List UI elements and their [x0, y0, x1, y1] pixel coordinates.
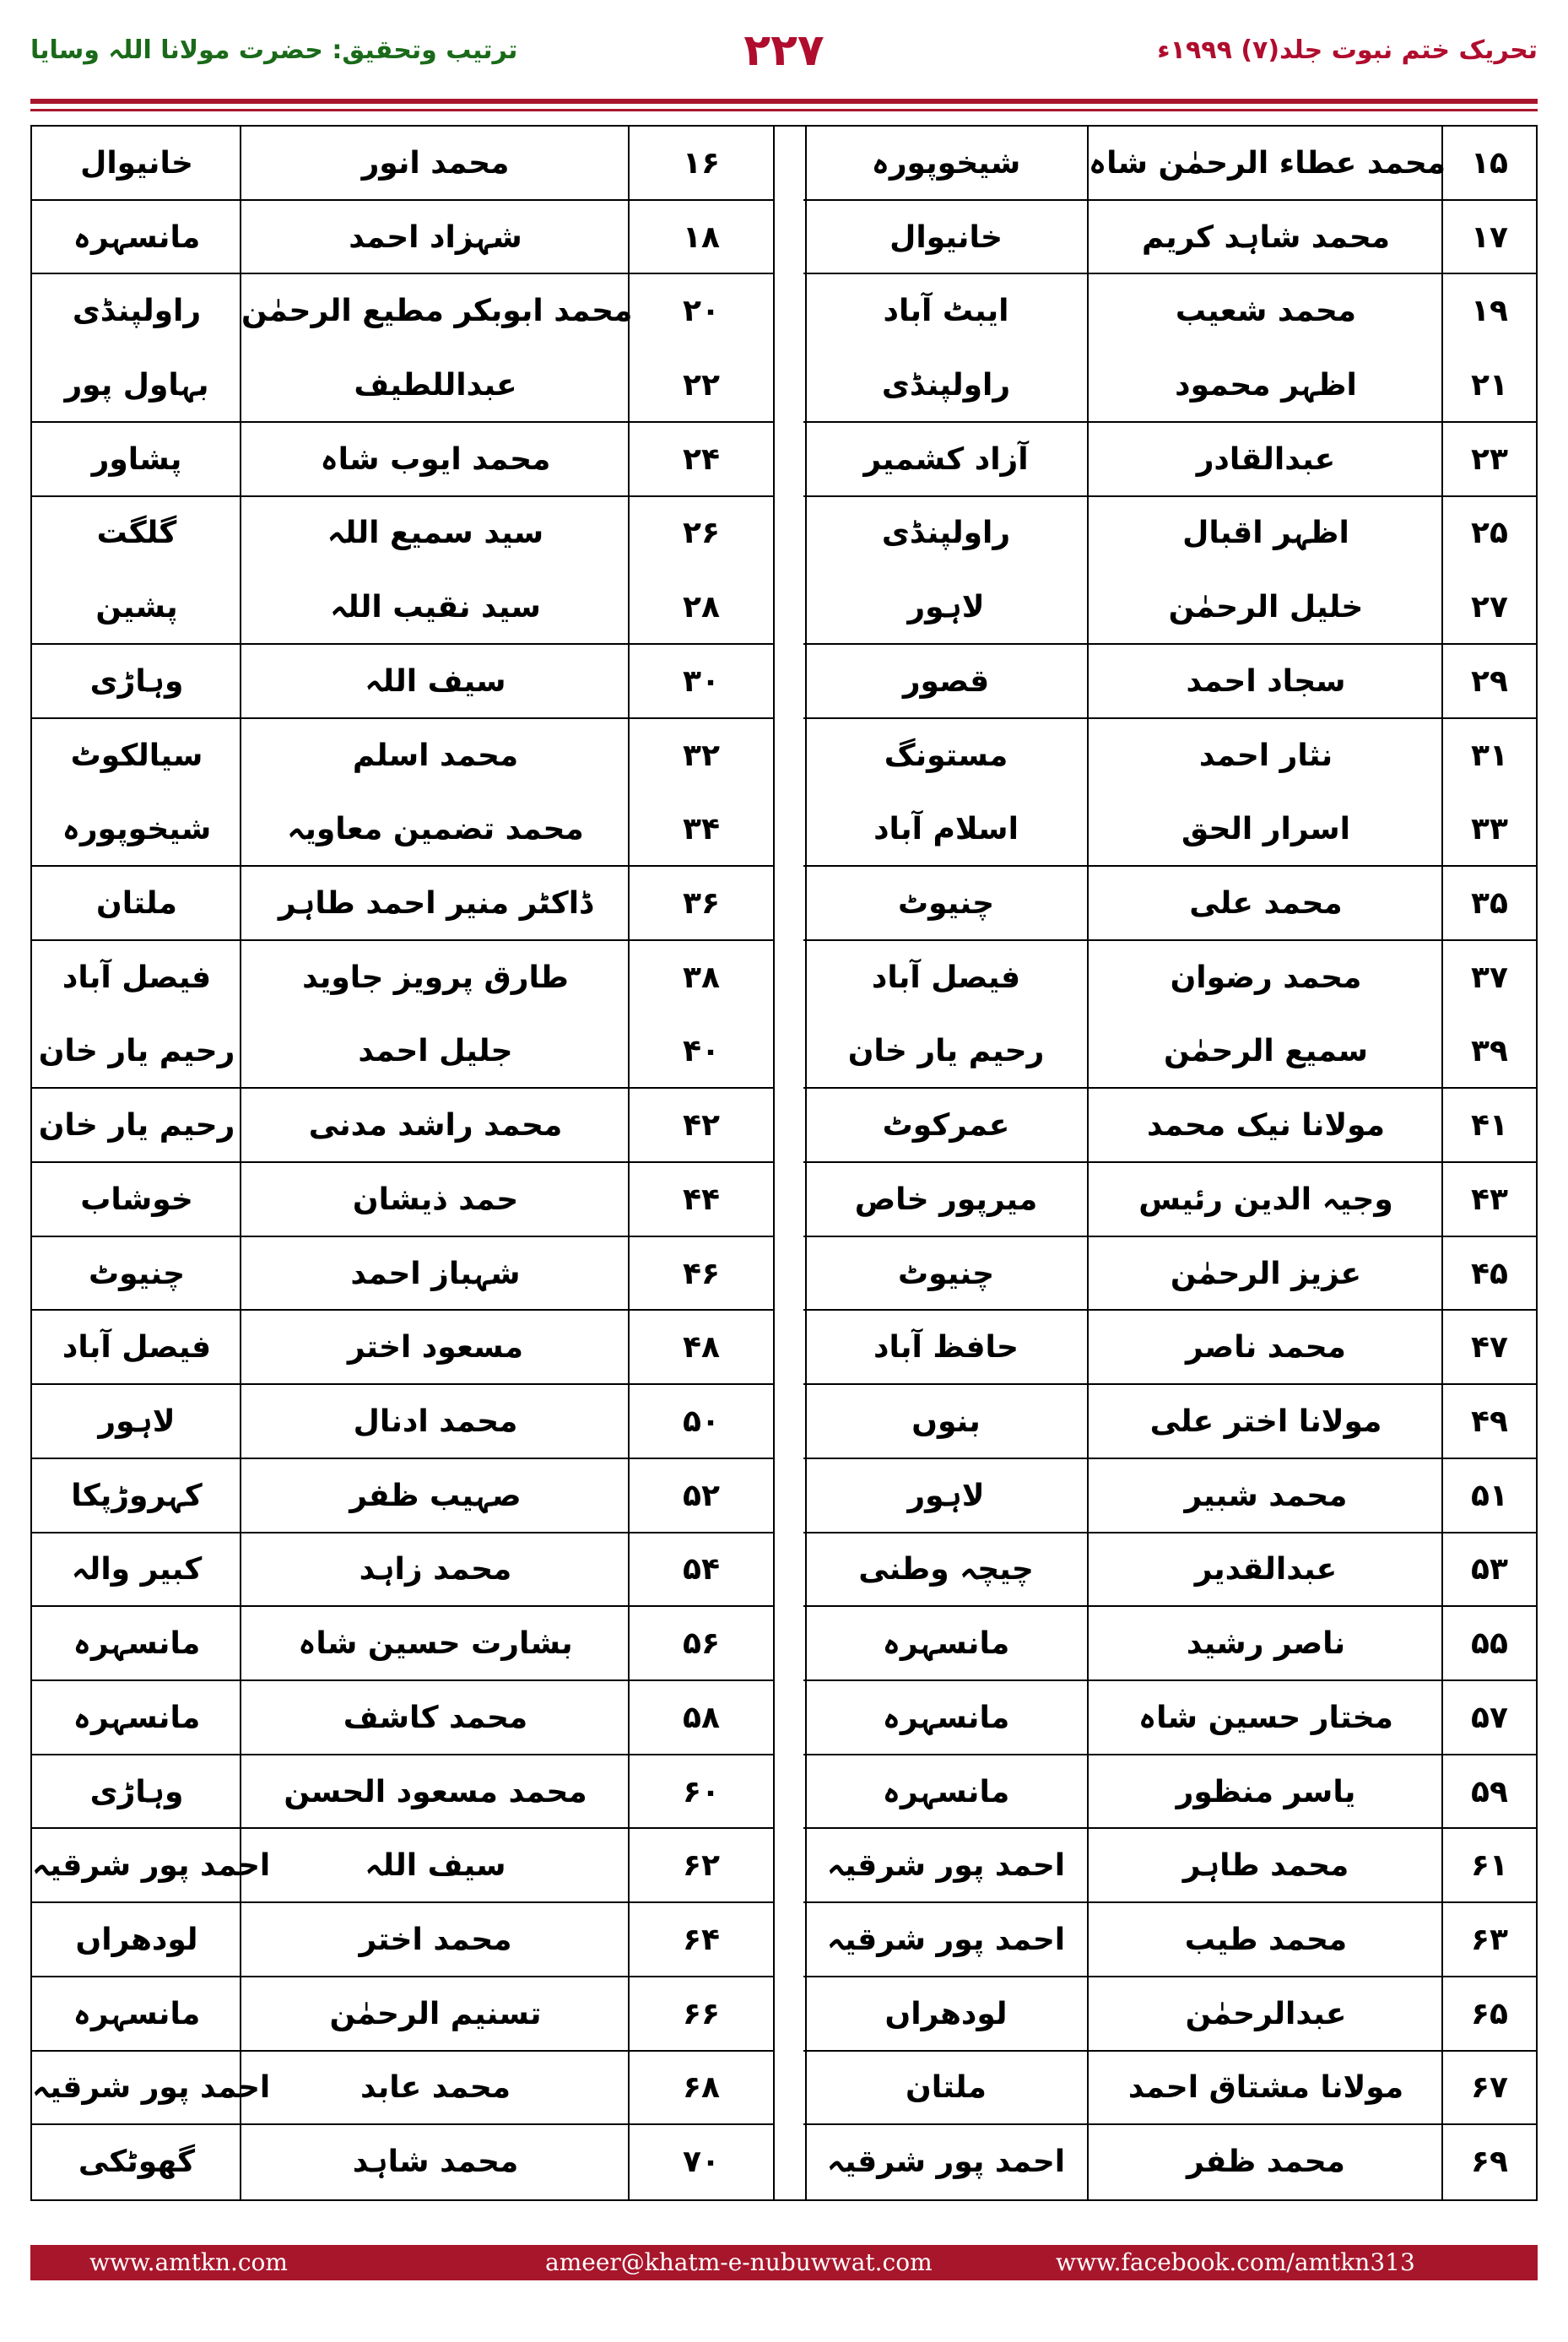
- cell-city: سیالکوٹ: [70, 738, 203, 773]
- table-row: [32, 202, 773, 274]
- table-row-group: [32, 423, 773, 497]
- cell-city: خانیوال: [80, 145, 193, 181]
- table-row: [32, 275, 773, 348]
- table-row: [32, 1533, 773, 1606]
- cell-num: ۳۰: [683, 663, 720, 699]
- cell-name: شہباز احمد: [350, 1256, 521, 1291]
- cell-name: مسعود اختر: [347, 1330, 524, 1366]
- table-row: [803, 793, 1536, 866]
- cell-num: ۲۷: [1471, 590, 1508, 625]
- cell-name: مختار حسین شاہ: [1138, 1700, 1393, 1735]
- cell-city: کہروڑپکا: [71, 1478, 203, 1513]
- table-row: [803, 1608, 1536, 1680]
- cell-name: محمد انور: [361, 145, 510, 181]
- cell-name: محمد کاشف: [343, 1700, 528, 1735]
- cell-num: ۲۹: [1471, 663, 1508, 699]
- cell-num: ۴۳: [1471, 1182, 1508, 1217]
- cell-num: ۵۲: [683, 1478, 720, 1513]
- cell-city: گھوٹکی: [78, 2145, 196, 2180]
- table-row: [803, 275, 1536, 348]
- table-row-group: [803, 1533, 1536, 1608]
- table-row: [803, 942, 1536, 1014]
- table-row-group: [803, 1163, 1536, 1237]
- cell-num: ۳۷: [1471, 960, 1508, 995]
- table-row-group: [32, 1163, 773, 1237]
- table-row: [32, 1904, 773, 1977]
- book-title: تحریک ختم نبوت جلد(۷) ۱۹۹۹ء: [1157, 35, 1538, 65]
- cell-city: احمد پور شرقیہ: [32, 2070, 271, 2106]
- cell-num: ۲۸: [683, 590, 720, 625]
- cell-num: ۳۵: [1471, 885, 1508, 921]
- table-row-group: [32, 719, 773, 867]
- table-row: [32, 127, 773, 200]
- table-row: [32, 349, 773, 422]
- cell-city: رحیم یار خان: [38, 1108, 235, 1144]
- cell-name: سیف اللہ: [365, 1848, 506, 1884]
- table-row-group: [32, 867, 773, 941]
- cell-city: رحیم یار خان: [847, 1034, 1045, 1069]
- page-footer: [30, 2245, 1538, 2280]
- cell-num: ۵۴: [683, 1552, 720, 1587]
- cell-name: محمد شاہد: [352, 2145, 519, 2180]
- cell-name: ڈاکٹر منیر احمد طاہر: [278, 885, 593, 921]
- cell-city: آزاد کشمیر: [863, 441, 1029, 477]
- cell-num: ۵۰: [683, 1404, 720, 1439]
- table-row-group: [803, 1311, 1536, 1385]
- cell-name: محمد طاہر: [1182, 1848, 1349, 1884]
- cell-name: محمد ایوب شاہ: [320, 441, 551, 477]
- cell-num: ۵۳: [1471, 1552, 1508, 1587]
- cell-num: ۱۶: [683, 145, 720, 181]
- cell-num: ۶۵: [1471, 1996, 1508, 2031]
- table-row: [32, 646, 773, 718]
- table-row-group: [803, 497, 1536, 645]
- table-row: [803, 1460, 1536, 1533]
- cell-num: ۶۰: [683, 1774, 720, 1809]
- cell-city: پشاور: [91, 441, 182, 477]
- cell-num: ۴۴: [683, 1182, 720, 1217]
- table-row-group: [803, 1237, 1536, 1312]
- cell-num: ۲۲: [683, 367, 720, 403]
- cell-name: محمد زاہد: [359, 1552, 512, 1587]
- page-header: [30, 0, 1538, 105]
- cell-city: فیصل آباد: [62, 960, 212, 995]
- cell-city: کبیر والہ: [71, 1552, 203, 1587]
- cell-city: احمد پور شرقیہ: [826, 1922, 1066, 1957]
- cell-name: محمد اسلم: [352, 738, 519, 773]
- cell-num: ۶۹: [1471, 2145, 1508, 2180]
- cell-name: محمد ادنال: [353, 1404, 518, 1439]
- cell-city: ملتان: [906, 2070, 987, 2106]
- cell-name: وجیہ الدین رئیس: [1138, 1182, 1393, 1217]
- cell-num: ۵۹: [1471, 1774, 1508, 1809]
- cell-name: محمد اختر: [359, 1922, 512, 1957]
- table-row: [32, 1090, 773, 1162]
- table-row-group: [803, 1089, 1536, 1163]
- table-row: [803, 2126, 1536, 2199]
- table-row-group: [803, 645, 1536, 719]
- table-left-half: [32, 127, 773, 2199]
- table-row-group: [32, 1459, 773, 1533]
- cell-num: ۲۳: [1471, 441, 1508, 477]
- cell-city: چنیوٹ: [897, 1256, 995, 1291]
- cell-city: چیچہ وطنی: [858, 1552, 1034, 1587]
- cell-num: ۳۱: [1471, 738, 1508, 773]
- cell-city: لاہور: [907, 1478, 985, 1513]
- cell-city: مانسہرہ: [73, 1996, 201, 2031]
- table-row: [32, 1238, 773, 1311]
- footer-email-link[interactable]: ameer@khatm-e-nubuwwat.com: [545, 2248, 933, 2276]
- table-row-group: [803, 1977, 1536, 2052]
- cell-name: محمد شبیر: [1184, 1478, 1348, 1513]
- cell-name: تسنیم الرحمٰن: [329, 1996, 542, 2031]
- table-row-group: [32, 1903, 773, 1977]
- names-table: [30, 125, 1538, 2201]
- table-row: [803, 868, 1536, 940]
- cell-num: ۷۰: [683, 2145, 720, 2180]
- compiler-credit: ترتیب وتحقیق: حضرت مولانا اللہ وسایا: [30, 35, 518, 65]
- cell-name: بشارت حسین شاہ: [298, 1626, 573, 1662]
- table-row: [803, 1015, 1536, 1088]
- cell-num: ۵۷: [1471, 1700, 1508, 1735]
- table-right-half: [803, 127, 1536, 2199]
- table-row: [803, 1904, 1536, 1977]
- cell-name: مولانا مشتاق احمد: [1127, 2070, 1404, 2106]
- table-row-group: [803, 867, 1536, 941]
- table-row-group: [32, 1089, 773, 1163]
- table-row: [803, 720, 1536, 792]
- table-row-group: [32, 1977, 773, 2052]
- cell-name: جلیل احمد: [358, 1034, 513, 1069]
- cell-name: مولانا نیک محمد: [1146, 1108, 1385, 1144]
- cell-city: احمد پور شرقیہ: [826, 2145, 1066, 2180]
- cell-city: ملتان: [96, 885, 177, 921]
- cell-num: ۶۳: [1471, 1922, 1508, 1957]
- cell-name: سمیع الرحمٰن: [1163, 1034, 1369, 1069]
- cell-name: اسرار الحق: [1181, 812, 1350, 847]
- cell-num: ۳۶: [683, 885, 720, 921]
- cell-name: اظہر اقبال: [1182, 516, 1349, 551]
- cell-name: خلیل الرحمٰن: [1168, 590, 1364, 625]
- cell-num: ۱۹: [1471, 294, 1508, 329]
- table-row: [32, 571, 773, 644]
- cell-city: احمد پور شرقیہ: [32, 1848, 271, 1884]
- table-row-group: [803, 201, 1536, 275]
- table-row-group: [803, 1607, 1536, 1681]
- table-row: [32, 1608, 773, 1680]
- cell-num: ۵۶: [683, 1626, 720, 1662]
- table-row-group: [32, 2125, 773, 2199]
- cell-city: مانسہرہ: [73, 1626, 201, 1662]
- cell-num: ۴۷: [1471, 1330, 1508, 1366]
- cell-city: میرپور خاص: [854, 1182, 1038, 1217]
- cell-name: یاسر منظور: [1176, 1774, 1356, 1809]
- table-row-group: [803, 2125, 1536, 2199]
- cell-name: صہیب ظفر: [349, 1478, 522, 1513]
- table-row-group: [32, 201, 773, 275]
- cell-name: اظہر محمود: [1175, 367, 1357, 403]
- table-row-group: [32, 1385, 773, 1459]
- cell-name: عبدالقدیر: [1194, 1552, 1338, 1587]
- table-row: [803, 1386, 1536, 1458]
- table-row-group: [803, 274, 1536, 422]
- table-row-group: [803, 1755, 1536, 1830]
- table-row-group: [32, 1533, 773, 1608]
- cell-num: ۶۱: [1471, 1848, 1508, 1884]
- cell-name: سید نقیب اللہ: [330, 590, 541, 625]
- table-row: [803, 1238, 1536, 1311]
- cell-city: فیصل آباد: [871, 960, 1021, 995]
- cell-city: مانسہرہ: [882, 1774, 1010, 1809]
- table-row-group: [803, 1459, 1536, 1533]
- table-row: [803, 1756, 1536, 1829]
- footer-website-link[interactable]: www.amtkn.com: [89, 2248, 288, 2276]
- cell-city: چنیوٹ: [897, 885, 995, 921]
- table-row: [803, 2052, 1536, 2124]
- table-row-group: [803, 1829, 1536, 1903]
- table-gutter: [773, 127, 807, 2199]
- cell-city: راولپنڈی: [881, 516, 1011, 551]
- cell-city: رحیم یار خان: [38, 1034, 235, 1069]
- cell-num: ۴۹: [1471, 1404, 1508, 1439]
- cell-num: ۴۸: [683, 1330, 720, 1366]
- table-row: [32, 1978, 773, 2051]
- cell-num: ۱۷: [1471, 219, 1508, 255]
- cell-city: راولپنڈی: [72, 294, 202, 329]
- cell-name: سیف اللہ: [365, 663, 506, 699]
- cell-city: حافظ آباد: [873, 1330, 1019, 1366]
- table-row: [803, 497, 1536, 570]
- cell-city: وہاڑی: [89, 1774, 184, 1809]
- table-row-group: [32, 127, 773, 201]
- table-row: [32, 1830, 773, 1902]
- cell-num: ۳۸: [683, 960, 720, 995]
- cell-name: مولانا اختر علی: [1149, 1404, 1382, 1439]
- table-row: [803, 202, 1536, 274]
- cell-city: بہاول پور: [64, 367, 209, 403]
- cell-name: ناصر رشید: [1186, 1626, 1346, 1662]
- cell-name: محمد شعیب: [1175, 294, 1357, 329]
- table-row: [32, 2052, 773, 2124]
- cell-city: گلگت: [96, 516, 177, 551]
- table-row: [803, 1682, 1536, 1755]
- cell-num: ۵۵: [1471, 1626, 1508, 1662]
- table-row-group: [803, 2052, 1536, 2126]
- cell-name: عبداللطیف: [354, 367, 517, 403]
- table-row: [32, 1682, 773, 1755]
- table-row: [32, 497, 773, 570]
- table-row-group: [32, 2052, 773, 2126]
- table-row: [803, 1312, 1536, 1384]
- table-row-group: [32, 1311, 773, 1385]
- table-row: [32, 942, 773, 1014]
- cell-name: نثار احمد: [1198, 738, 1333, 773]
- table-row-group: [32, 1755, 773, 1830]
- cell-name: محمد عطاء الرحمٰن شاہ: [1089, 145, 1446, 181]
- table-row: [803, 1090, 1536, 1162]
- cell-city: شیخوپورہ: [871, 145, 1021, 181]
- cell-name: عزیز الرحمٰن: [1170, 1256, 1362, 1291]
- cell-name: محمد ابوبکر مطیع الرحمٰن: [241, 294, 633, 329]
- footer-facebook-link[interactable]: www.facebook.com/amtkn313: [1056, 2248, 1415, 2276]
- table-row: [803, 1164, 1536, 1236]
- cell-city: مانسہرہ: [73, 219, 201, 255]
- table-row-group: [803, 1385, 1536, 1459]
- cell-num: ۶۶: [683, 1996, 720, 2031]
- cell-name: طارق پرویز جاوید: [302, 960, 569, 995]
- cell-name: محمد ظفر: [1187, 2145, 1345, 2180]
- cell-city: احمد پور شرقیہ: [826, 1848, 1066, 1884]
- cell-name: سید سمیع اللہ: [327, 516, 544, 551]
- cell-num: ۶۲: [683, 1848, 720, 1884]
- table-row-group: [32, 1681, 773, 1755]
- cell-num: ۶۴: [683, 1922, 720, 1957]
- header-rule-thin: [30, 109, 1538, 111]
- cell-num: ۴۱: [1471, 1108, 1508, 1144]
- page-number: ۲۲۷: [743, 25, 825, 76]
- table-row-group: [803, 1903, 1536, 1977]
- table-row: [803, 571, 1536, 644]
- cell-name: شہزاد احمد: [349, 219, 522, 255]
- table-row-group: [803, 423, 1536, 497]
- cell-name: محمد ناصر: [1186, 1330, 1346, 1366]
- table-row-group: [803, 127, 1536, 201]
- cell-city: لودھراں: [75, 1922, 198, 1957]
- cell-num: ۶۷: [1471, 2070, 1508, 2106]
- cell-city: مانسہرہ: [882, 1626, 1010, 1662]
- table-row: [32, 1386, 773, 1458]
- table-row: [32, 720, 773, 792]
- cell-num: ۲۶: [683, 516, 720, 551]
- cell-num: ۱۸: [683, 219, 720, 255]
- table-row: [32, 793, 773, 866]
- table-row-group: [32, 645, 773, 719]
- cell-city: مستونگ: [884, 738, 1008, 773]
- cell-name: محمد مسعود الحسن: [284, 1774, 587, 1809]
- cell-num: ۶۸: [683, 2070, 720, 2106]
- cell-city: لاہور: [98, 1404, 176, 1439]
- cell-num: ۳۳: [1471, 812, 1508, 847]
- cell-city: عمرکوٹ: [882, 1108, 1010, 1144]
- cell-num: ۲۱: [1471, 367, 1508, 403]
- cell-num: ۵۱: [1471, 1478, 1508, 1513]
- cell-num: ۳۴: [683, 812, 720, 847]
- cell-city: ایبٹ آباد: [883, 294, 1009, 329]
- table-row-group: [32, 1237, 773, 1312]
- table-row: [32, 1164, 773, 1236]
- cell-num: ۴۰: [683, 1034, 720, 1069]
- cell-city: قصور: [902, 663, 990, 699]
- cell-name: عبدالقادر: [1196, 441, 1336, 477]
- cell-num: ۵۸: [683, 1700, 720, 1735]
- table-row-group: [803, 941, 1536, 1089]
- cell-city: اسلام آباد: [873, 812, 1019, 847]
- cell-num: ۴۲: [683, 1108, 720, 1144]
- table-row: [32, 1015, 773, 1088]
- table-row: [32, 1756, 773, 1829]
- cell-name: محمد راشد مدنی: [308, 1108, 563, 1144]
- cell-name: محمد تضمین معاویہ: [287, 812, 584, 847]
- cell-city: فیصل آباد: [62, 1330, 212, 1366]
- cell-name: محمد رضوان: [1170, 960, 1362, 995]
- table-row: [32, 1460, 773, 1533]
- table-row: [803, 424, 1536, 496]
- table-row: [32, 868, 773, 940]
- cell-name: محمد عابد: [360, 2070, 511, 2106]
- table-row-group: [803, 719, 1536, 867]
- table-row: [803, 1830, 1536, 1902]
- table-row: [803, 1978, 1536, 2051]
- cell-city: وہاڑی: [89, 663, 184, 699]
- cell-name: محمد طیب: [1184, 1922, 1348, 1957]
- cell-city: خانیوال: [889, 219, 1003, 255]
- table-row: [803, 127, 1536, 200]
- table-row-group: [32, 274, 773, 422]
- table-row-group: [32, 497, 773, 645]
- cell-city: خوشاب: [80, 1182, 193, 1217]
- cell-num: ۳۲: [683, 738, 720, 773]
- cell-num: ۴۶: [683, 1256, 720, 1291]
- table-row-group: [32, 1607, 773, 1681]
- table-row: [32, 2126, 773, 2199]
- cell-name: محمد شاہد کریم: [1141, 219, 1391, 255]
- cell-num: ۴۵: [1471, 1256, 1508, 1291]
- table-row-group: [803, 1681, 1536, 1755]
- cell-city: لودھراں: [884, 1996, 1008, 2031]
- table-row: [32, 1312, 773, 1384]
- table-row: [803, 349, 1536, 422]
- cell-city: لاہور: [907, 590, 985, 625]
- cell-num: ۳۹: [1471, 1034, 1508, 1069]
- cell-num: ۲۰: [683, 294, 720, 329]
- cell-city: مانسہرہ: [73, 1700, 201, 1735]
- cell-name: محمد علی: [1189, 885, 1343, 921]
- table-row: [803, 1533, 1536, 1606]
- cell-city: راولپنڈی: [881, 367, 1011, 403]
- cell-city: مانسہرہ: [882, 1700, 1010, 1735]
- cell-city: شیخوپورہ: [62, 812, 212, 847]
- cell-num: ۲۴: [683, 441, 720, 477]
- cell-city: پشین: [95, 590, 178, 625]
- cell-name: سجاد احمد: [1186, 663, 1346, 699]
- cell-num: ۲۵: [1471, 516, 1508, 551]
- table-row: [803, 646, 1536, 718]
- cell-num: ۱۵: [1471, 145, 1508, 181]
- table-row-group: [32, 941, 773, 1089]
- table-row-group: [32, 1829, 773, 1903]
- table-row: [32, 424, 773, 496]
- cell-name: عبدالرحمٰن: [1185, 1996, 1347, 2031]
- cell-name: حمد ذیشان: [352, 1182, 519, 1217]
- cell-city: بنوں: [911, 1404, 981, 1439]
- cell-city: چنیوٹ: [88, 1256, 186, 1291]
- header-rule: [30, 99, 1538, 104]
